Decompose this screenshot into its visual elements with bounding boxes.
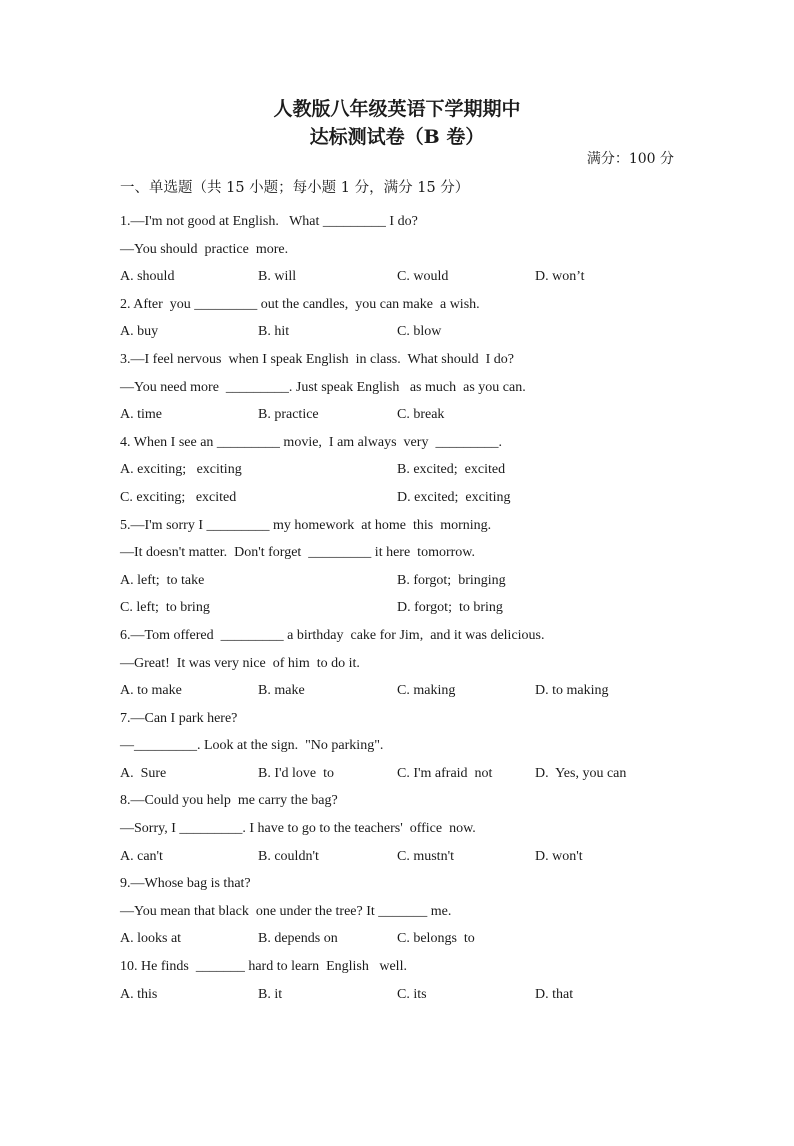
question-6-options <box>120 677 680 705</box>
option-d: D. won’t <box>535 269 585 285</box>
question-3-line-1: 3.—I feel nervous when I speak English in class. What should I do? <box>120 351 514 367</box>
question-6-line-1: 6.—Tom offered _________ a birthday cake for Jim, and it was delicious. <box>120 627 545 643</box>
question-4-options-row-1 <box>120 456 680 484</box>
full-score-label: 满分：100 分 <box>586 151 674 167</box>
option-b: B. couldn't <box>258 848 319 864</box>
option-b: B. forgot; bringing <box>397 572 506 588</box>
option-b: B. depends on <box>258 931 338 947</box>
option-c: C. belongs to <box>397 931 475 947</box>
option-b: B. it <box>258 986 283 1002</box>
option-c: C. making <box>397 683 456 699</box>
question-8-options <box>120 843 680 871</box>
question-4-options-row-2 <box>120 484 680 512</box>
option-a: A. exciting; exciting <box>120 462 242 478</box>
option-c: C. I'm afraid not <box>397 765 493 781</box>
question-7-options <box>120 760 680 788</box>
question-3-line-2: —You need more _________. Just speak English as much as you can. <box>120 379 526 395</box>
question-10-options <box>120 981 680 1009</box>
option-c: C. break <box>397 407 445 423</box>
option-b: B. make <box>258 683 305 699</box>
option-b: B. excited; excited <box>397 462 506 478</box>
exam-title: 人教版八年级英语下学期期中 <box>273 98 521 120</box>
option-a: A. this <box>120 986 158 1002</box>
question-4-line-1: 4. When I see an _________ movie, I am always very _________. <box>120 434 502 450</box>
option-a: A. left; to take <box>120 572 205 588</box>
option-b: B. will <box>258 269 297 285</box>
question-1-line-1: 1.—I'm not good at English. What _________ I do? <box>120 214 418 229</box>
question-3-options <box>120 401 680 429</box>
option-a: A. can't <box>120 848 163 864</box>
question-1-line-2: —You should practice more. <box>120 241 289 257</box>
option-d: D. excited; exciting <box>397 489 511 505</box>
option-c: C. mustn't <box>397 848 454 864</box>
option-a: A. buy <box>120 324 159 340</box>
question-5-options-row-1 <box>120 567 680 595</box>
question-10-line-1: 10. He finds _______ hard to learn English well. <box>120 959 407 975</box>
option-a: A. looks at <box>120 931 182 947</box>
question-5-line-1: 5.—I'm sorry I _________ my homework at home this morning. <box>120 517 492 533</box>
option-d: D. to making <box>535 683 609 699</box>
option-a: A. should <box>120 269 175 285</box>
option-b: B. practice <box>258 407 319 423</box>
option-c: C. its <box>397 986 427 1002</box>
option-c: C. exciting; excited <box>120 489 237 505</box>
option-c: C. blow <box>397 324 442 340</box>
question-7-line-2: —_________. Look at the sign. "No parking". <box>120 738 384 754</box>
question-2-line-1: 2. After you _________ out the candles, you can make a wish. <box>120 296 480 312</box>
option-b: B. I'd love to <box>258 765 335 781</box>
question-list <box>120 208 680 1008</box>
exam-subtitle: 达标测试卷（B 卷） <box>309 126 485 148</box>
question-8-line-1: 8.—Could you help me carry the bag? <box>120 793 338 809</box>
question-5-options-row-2 <box>120 594 680 622</box>
question-9-options <box>120 925 680 953</box>
option-d: D. Yes, you can <box>535 765 627 781</box>
option-d: D. forgot; to bring <box>397 600 503 616</box>
question-7-line-1: 7.—Can I park here? <box>120 710 238 726</box>
option-a: A. Sure <box>120 765 167 781</box>
question-1-options <box>120 263 680 291</box>
question-9-line-2: —You mean that black one under the tree? It _______ me. <box>120 903 452 919</box>
section-heading: 一、单选题（共 15 小题；每小题 1 分，满分 15 分） <box>120 180 470 196</box>
option-d: D. that <box>535 986 574 1002</box>
option-a: A. time <box>120 407 162 423</box>
question-9-line-1: 9.—Whose bag is that? <box>120 876 251 892</box>
question-5-line-2: —It doesn't matter. Don't forget _________ it here tomorrow. <box>120 545 475 561</box>
option-c: C. would <box>397 269 449 285</box>
option-b: B. hit <box>258 324 290 340</box>
question-2-options <box>120 318 680 346</box>
option-a: A. to make <box>120 683 182 699</box>
option-c: C. left; to bring <box>120 600 210 616</box>
question-6-line-2: —Great! It was very nice of him to do it. <box>120 655 360 671</box>
question-8-line-2: —Sorry, I _________. I have to go to the teachers' office now. <box>120 821 476 837</box>
option-d: D. won't <box>535 848 583 864</box>
